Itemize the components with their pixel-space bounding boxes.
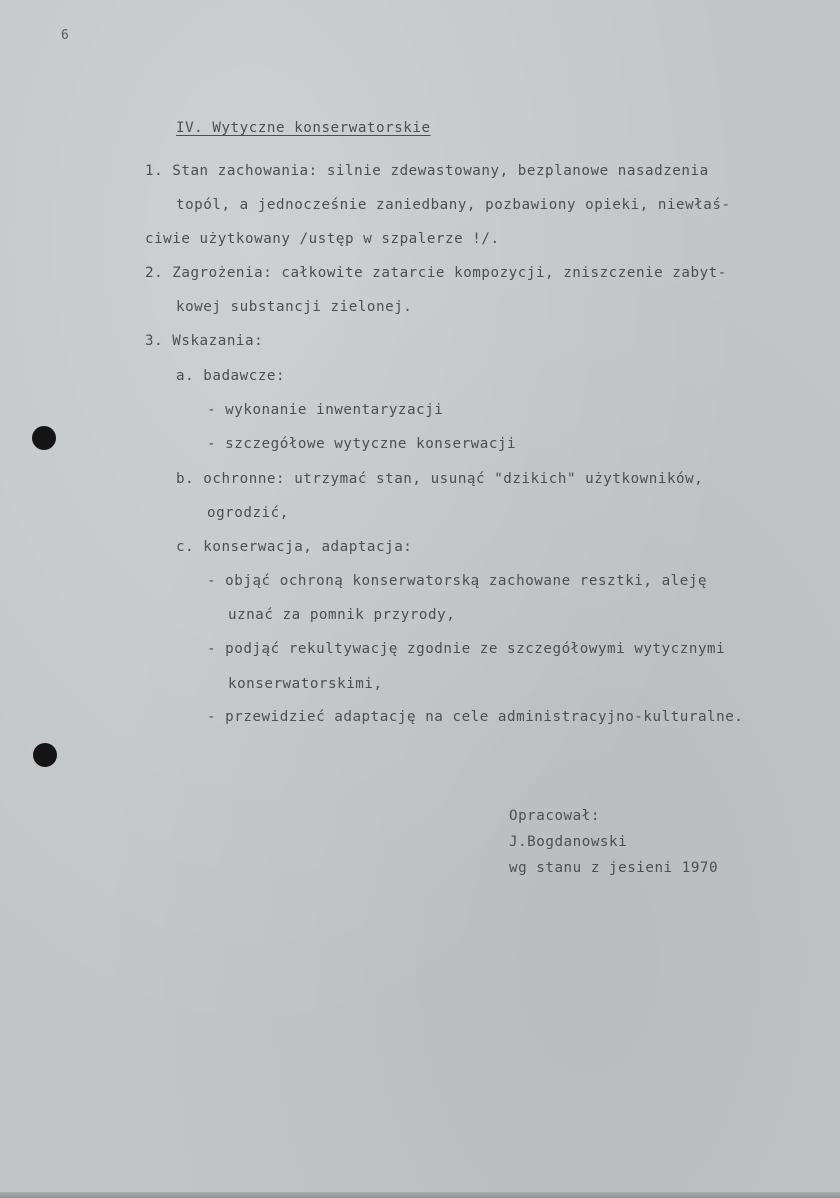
subsection-c-item-3: - przewidzieć adaptację na cele administracyjno-kulturalne. <box>207 709 744 725</box>
paragraph-1-line-3: ciwie użytkowany /ustęp w szpalerze !/. <box>145 231 500 247</box>
subsection-b-line-2: ogrodzić, <box>207 505 289 521</box>
paragraph-1-line-2: topól, a jednocześnie zaniedbany, pozbawiony opieki, niewłaś- <box>176 197 731 213</box>
subsection-c-item-2-line-1: - podjąć rekultywację zgodnie ze szczegółowymi wytycznymi <box>207 641 726 657</box>
paragraph-1-line-1: 1. Stan zachowania: silnie zdewastowany, bezplanowe nasadzenia <box>145 163 709 179</box>
punch-hole-bottom <box>33 743 57 767</box>
punch-hole-top <box>32 426 56 450</box>
paragraph-3-title: 3. Wskazania: <box>145 333 264 349</box>
page-bottom-edge <box>0 1192 840 1198</box>
subsection-b-line-1: b. ochronne: utrzymać stan, usunąć "dzikich" użytkowników, <box>176 471 704 487</box>
paragraph-2-line-2: kowej substancji zielonej. <box>176 299 413 315</box>
page-number: 6 <box>61 28 70 43</box>
subsection-c-item-1-line-1: - objąć ochroną konserwatorską zachowane resztki, aleję <box>207 573 708 589</box>
subsection-c-item-2-line-2: konserwatorskimi, <box>228 676 383 692</box>
subsection-a-title: a. badawcze: <box>176 368 286 384</box>
signature-label: Opracował: <box>509 808 600 824</box>
section-heading: IV. Wytyczne konserwatorskie <box>176 120 431 136</box>
signature-author: J.Bogdanowski <box>509 834 628 850</box>
subsection-c-title: c. konserwacja, adaptacja: <box>176 539 413 555</box>
subsection-a-item-1: - wykonanie inwentaryzacji <box>207 402 444 418</box>
paragraph-2-line-1: 2. Zagrożenia: całkowite zatarcie kompozycji, zniszczenie zabyt- <box>145 265 727 281</box>
signature-date: wg stanu z jesieni 1970 <box>509 860 719 876</box>
subsection-c-item-1-line-2: uznać za pomnik przyrody, <box>228 607 456 623</box>
subsection-a-item-2: - szczegółowe wytyczne konserwacji <box>207 436 517 452</box>
